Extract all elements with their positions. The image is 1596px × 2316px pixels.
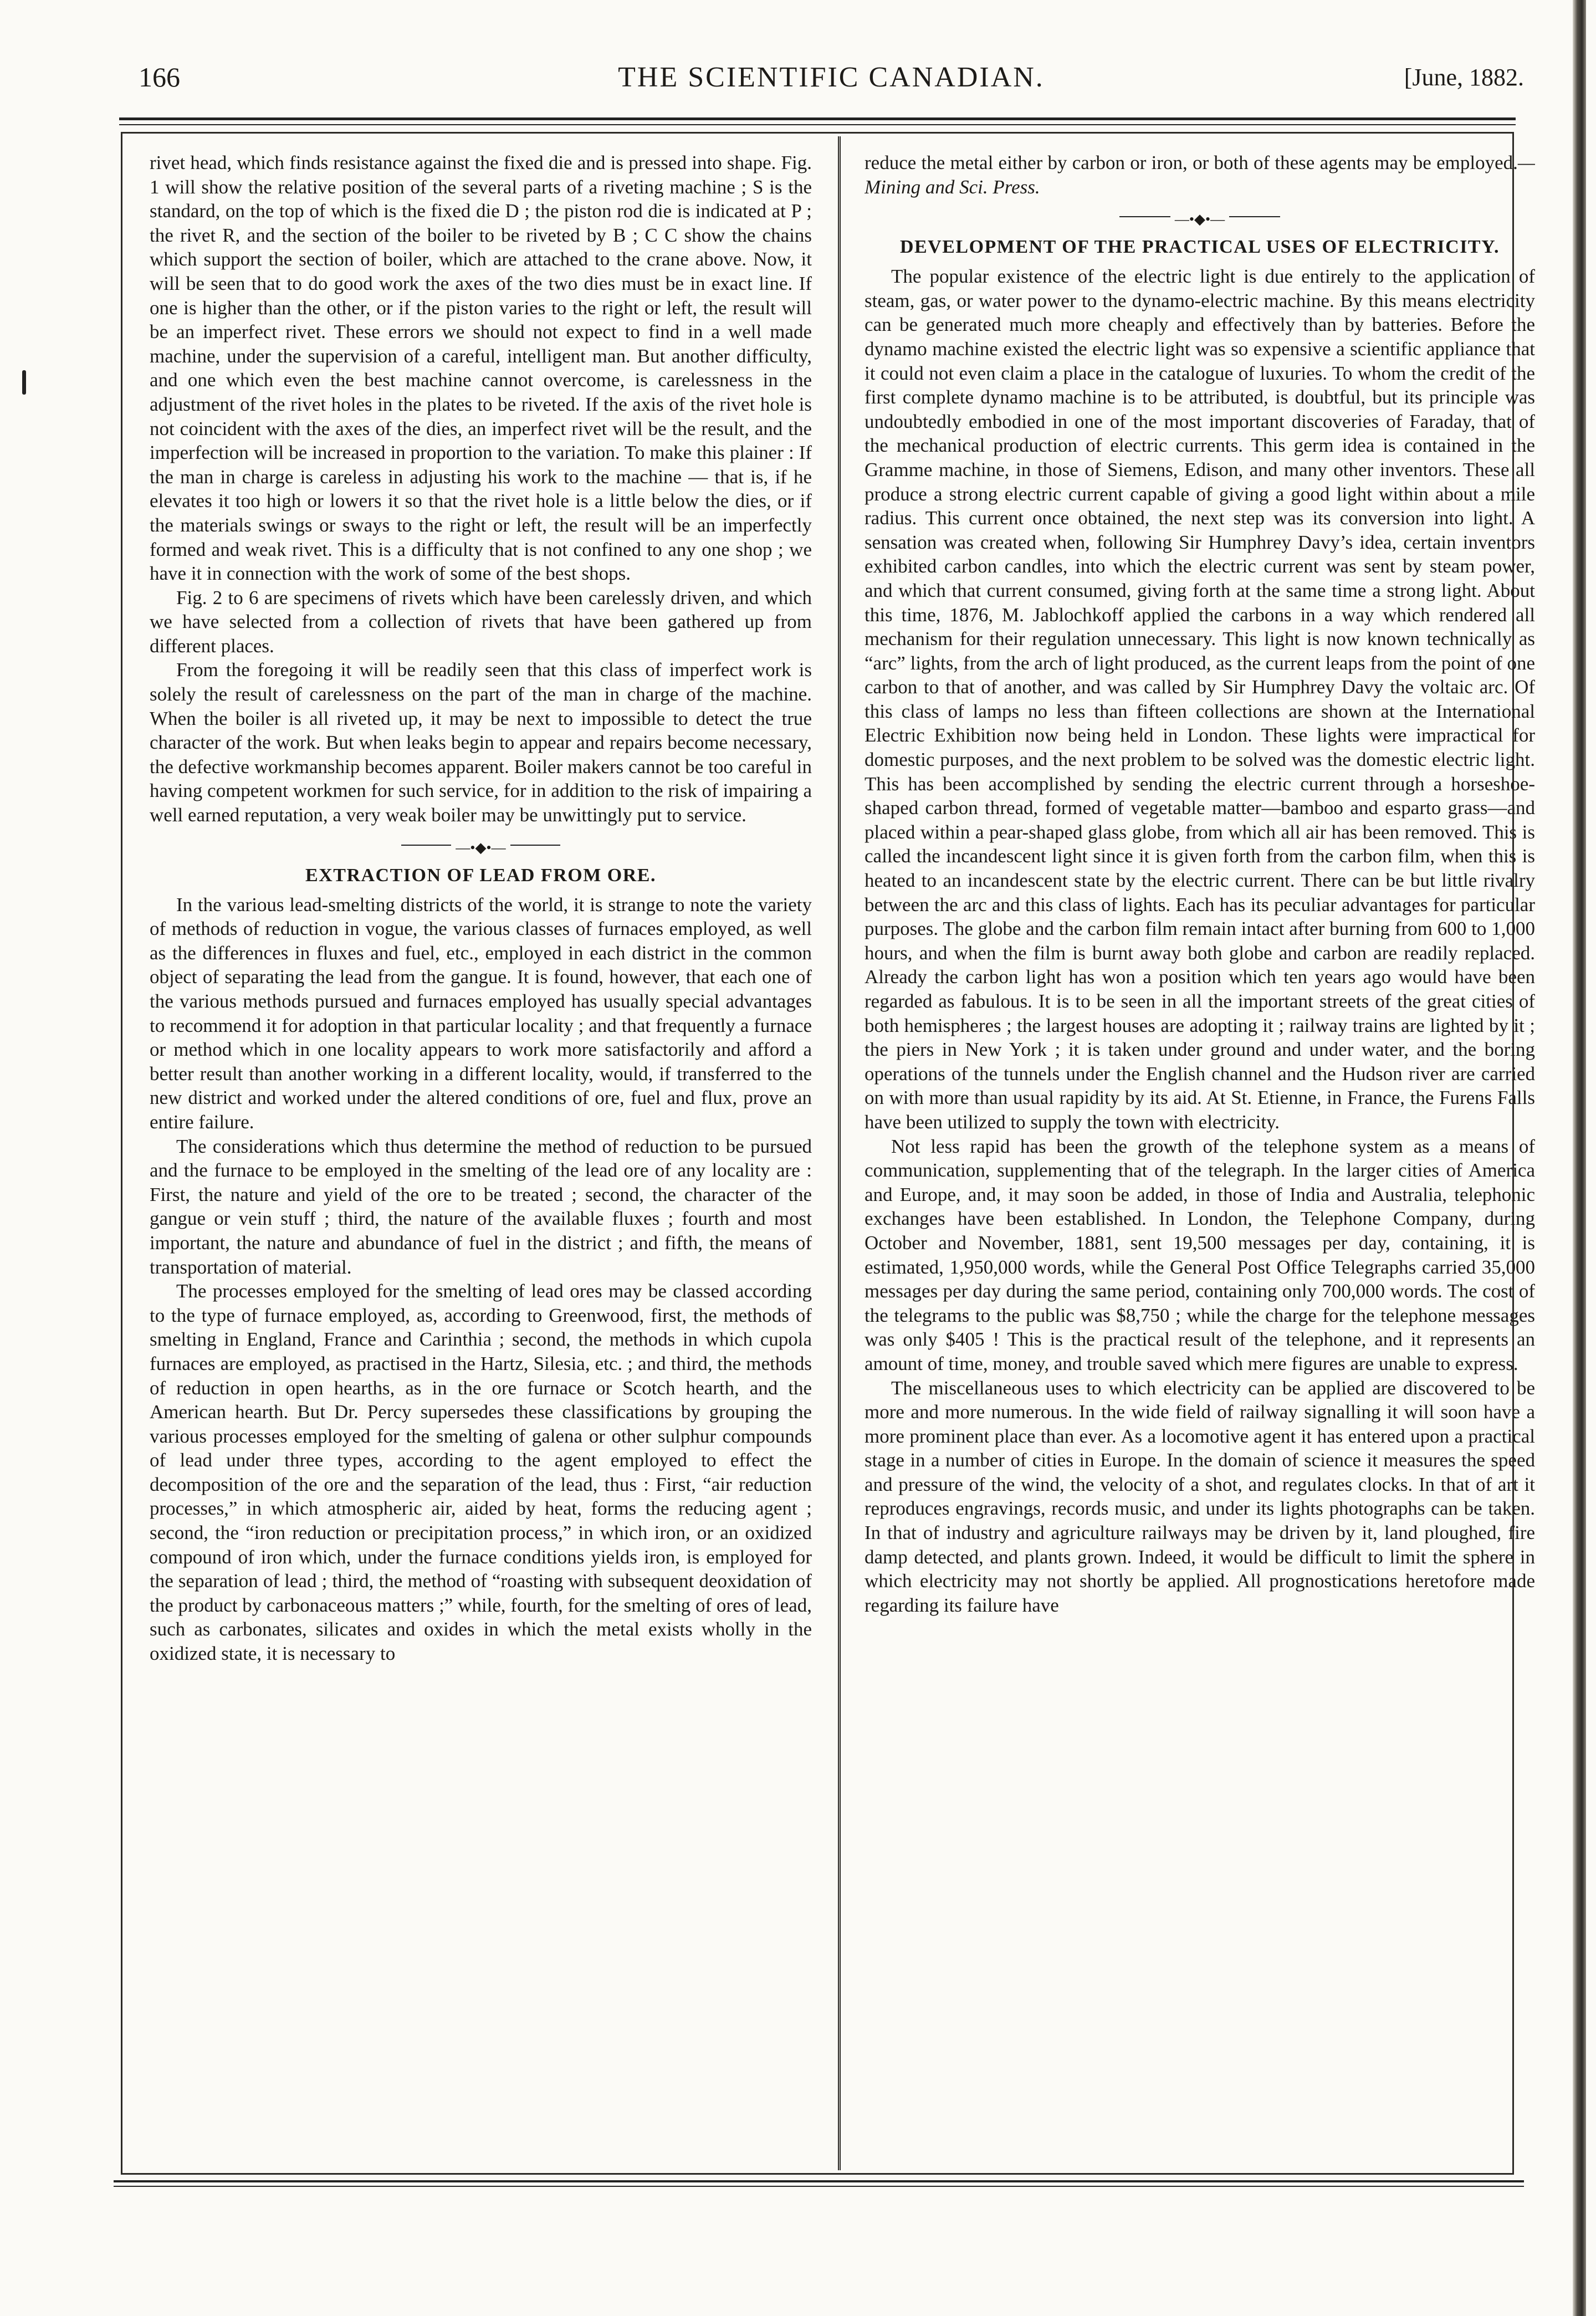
- rivet-paragraph-1: rivet head, which finds resistance against the fixed die and is pressed into shape. Fig. 1 will show the relative position of the several parts of a riveting machine ; S is the standard, on the top of which is the fixed die D ; the piston rod die is indicated at P ; the rivet R, and the section of the boiler to be riveted by B ; C C show the chains which support the section of boiler, which are attached to the crane above. Now, it will be seen that to do good work the axes of the two dies must be in exact line. If one is higher than the other, or if the piston varies to the right or left, the result will be an imperfect rivet. These errors we should not expect to find in a well made machine, under the supervision of a careful, intelligent man. But another difficulty, and one which even the best machine cannot overcome, is carelessness in the adjustment of the rivet holes in the plates to be riveted. If the axis of the rivet hole is not coincident with the axes of the dies, an imperfect rivet will be the result, and the imperfection will be increased in proportion to the variation. To make this plainer : If the man in charge is careless in adjusting his work to the machine — that is, if he elevates it too high or lowers it so that the rivet hole is a little below the dies, or if the materials swings or sways to the right or left, the result will be an imperfectly formed and weak rivet. This is a difficulty that is not confined to any one shop ; we have it in connection with the work of some of the best shops.: [150, 152, 812, 585]
- right-column: [864, 151, 1535, 2162]
- ornament-icon: —•◆•—: [451, 837, 510, 858]
- electricity-paragraph-3: The miscellaneous uses to which electricity can be applied are discovered to be more and more numerous. In the wide field of railway signalling it will soon have a more prominent place than ever. As a locomotive agent it has entered upon a practical stage in a number of cities in Europe. In the domain of science it measures the speed and pressure of the wind, the velocity of a shot, and regulates clocks. In that of art it reproduces engravings, records music, and under its lights photographs can be taken. In that of industry and agriculture railways may be driven by it, land ploughed, fire damp detected, and plants grown. Indeed, it would be difficult to limit the sphere in which electricity may not shortly be applied. All prognostications heretofore made regarding its failure have: [864, 1377, 1535, 1616]
- section-ornament: [864, 206, 1535, 228]
- left-column: [150, 151, 812, 2162]
- lead-continuation-text: reduce the metal either by carbon or iron, or both of these agents may be employed.: [864, 152, 1518, 173]
- column-divider: [838, 136, 841, 2170]
- header-rule: [119, 117, 1516, 125]
- section-ornament: [150, 834, 812, 856]
- lead-paragraph-1: In the various lead-smelting districts of the world, it is strange to note the variety of methods of reduction in vogue, the various classes of furnaces employed, as well as the differences in fluxes and fuel, etc., employed in each district in the common object of separating the lead from the gangue. It is found, however, that each one of the various methods pursued and furnaces employed has usually special advantages to recommend it for adoption in that particular locality ; and that frequently a furnace or method which in one locality appears to work more satisfactorily and afford a better result than another working in a different locality, would, if transferred to the new district and worked under the altered conditions of ore, fuel and flux, prove an entire failure.: [150, 893, 812, 1133]
- page-header: [139, 61, 1524, 111]
- lead-paragraph-2: The considerations which thus determine the method of reduction to be pursued and the furnace to be employed in the smelting of the lead ore of any locality are : First, the nature and yield of the ore to be treated ; second, the character of the gangue or vein stuff ; third, the nature of the available fluxes ; fourth and most important, the nature and abundance of fuel in the district ; and fifth, the means of transportation of material.: [150, 1135, 812, 1278]
- electricity-paragraph-2: Not less rapid has been the growth of the telephone system as a means of communication, supplementing that of the telegraph. In the larger cities of America and Europe, and, it may soon be added, in those of India and Australia, telephonic exchanges have been established. In London, the Telephone Company, during October and November, 1881, sent 19,500 messages per day, containing, it is estimated, 1,950,000 words, while the General Post Office Telegraphs carried 35,000 messages per day during the same period, containing only 700,000 words. The cost of the telegrams to the public was $8,750 ; while the charge for the telephone messages was only $405 ! This is the practical result of the telephone, and it represents an amount of time, money, and trouble saved which mere figures are unable to express.: [864, 1135, 1535, 1374]
- lead-paragraph-3: The processes employed for the smelting of lead ores may be classed according to the type of furnace employed, as, according to Greenwood, first, the methods of smelting in England, France and Carinthia ; second, the methods in which cupola furnaces are employed, as practised in the Hartz, Silesia, etc. ; and third, the methods of reduction in open hearths, as in the ore furnace or Scotch hearth, and the American hearth. But Dr. Percy supersedes these classifications by grouping the various processes employed for the smelting of galena or other sulphur compounds of lead under three types, according to the agent employed to effect the decomposition of the ore and the separation of the lead, thus : First, “air reduction processes,” in which atmospheric air, aided by heat, forms the reducing agent ; second, the “iron reduction or precipitation process,” in which iron, or an oxidized compound of iron which, under the furnace conditions yields iron, is employed for the separation of lead ; third, the method of “roasting with subsequent deoxidation of the product by carbonaceous matters ;” while, fourth, for the smelting of ores of lead, such as carbonates, silicates and oxides in which the metal exists wholly in the oxidized state, it is necessary to: [150, 1280, 812, 1665]
- ornament-icon: —•◆•—: [1170, 209, 1229, 230]
- margin-mark: [22, 370, 26, 395]
- lead-article-heading: EXTRACTION OF LEAD FROM ORE.: [305, 865, 656, 886]
- lead-source: —Mining and Sci. Press.: [864, 152, 1535, 198]
- lead-continuation: [864, 151, 1535, 199]
- electricity-article-heading: DEVELOPMENT OF THE PRACTICAL USES OF ELECTRICITY.: [899, 237, 1500, 258]
- rivet-paragraph-2: Fig. 2 to 6 are specimens of rivets which have been carelessly driven, and which we have selected from a collection of rivets that have been gathered up from different places.: [150, 586, 812, 657]
- page-number: 166: [139, 62, 180, 93]
- journal-title: THE SCIENTIFIC CANADIAN.: [618, 62, 1045, 93]
- electricity-paragraph-1: The popular existence of the electric light is due entirely to the application of steam, gas, or water power to the dynamo-electric machine. By this means electricity can be generated much more cheaply and effectively than by batteries. Before the dynamo machine existed the electric light was so expensive a scientific appliance that it could not even claim a place in the catalogue of luxuries. To whom the credit of the first complete dynamo machine is to be attributed, is doubtful, but its principle was undoubtedly embodied in one of the most important discoveries of Faraday, that of the mechanical production of electric currents. This germ idea is contained in the Gramme machine, in those of Siemens, Edison, and many other inventors. These all produce a strong electric current capable of giving a good light within about a mile radius. This current once obtained, the next step was its conversion into light. A sensation was created when, following Sir Humphrey Davy’s idea, certain inventors exhibited carbon candles, into which the electric current was sent by steam power, and which that current consumed, giving forth at the same time a strong light. About this time, 1876, M. Jablochkoff applied the carbons in a way which rendered all mechanism for their regulation unnecessary. This light is now known technically as “arc” lights, from the arch of light produced, as the current leaps from the point of one carbon to that of another, and was called by Sir Humphrey Davy the voltaic arc. Of this class of lamps no less than fifteen collections are shown at the International Electric Exhibition now being held in London. These lights were impractical for domestic purposes, and the next problem to be solved was the domestic electric light. This has been accomplished by sending the electric current through a horseshoe-shaped carbon thread, formed of vegetable matter—bamboo and esparto grass—and placed within a pear-shaped glass globe, from which all air has been removed. This is called the incandescent light since it is given forth from the carbon film, when this is heated to an incandescent state by the electric current. There can be but little rivalry between the arc and this class of lights. Each has its peculiar advantages for particular purposes. The globe and the carbon film remain intact after burning from 600 to 1,000 hours, and when the film is burnt away both globe and carbon are readily replaced. Already the carbon light has won a position which ten years ago would have been regarded as fabulous. It is to be seen in all the important streets of the great cities of both hemispheres ; the largest houses are adopting it ; railway trains are lighted by it ; the piers in New York ; it is taken under ground and under water, and the boring operations of the tunnels under the English channel and the Hudson river are carried on with more than usual rapidity by its aid. At St. Etienne, in France, the Furens Falls have been utilized to supply the town with electricity.: [864, 265, 1535, 1133]
- bottom-rule: [114, 2180, 1524, 2187]
- page-edge-shadow: [1573, 0, 1586, 2316]
- rivet-paragraph-3: From the foregoing it will be readily seen that this class of imperfect work is solely the result of carelessness on the part of the man in charge of the machine. When the boiler is all riveted up, it may be next to impossible to detect the true character of the work. But when leaks begin to appear and repairs become necessary, the defective workmanship becomes apparent. Boiler makers cannot be too careful in having competent workmen for such service, for in addition to the risk of impairing a well earned reputation, a very weak boiler may be unwittingly put to service.: [150, 659, 812, 826]
- issue-date: [June, 1882.: [1404, 64, 1524, 91]
